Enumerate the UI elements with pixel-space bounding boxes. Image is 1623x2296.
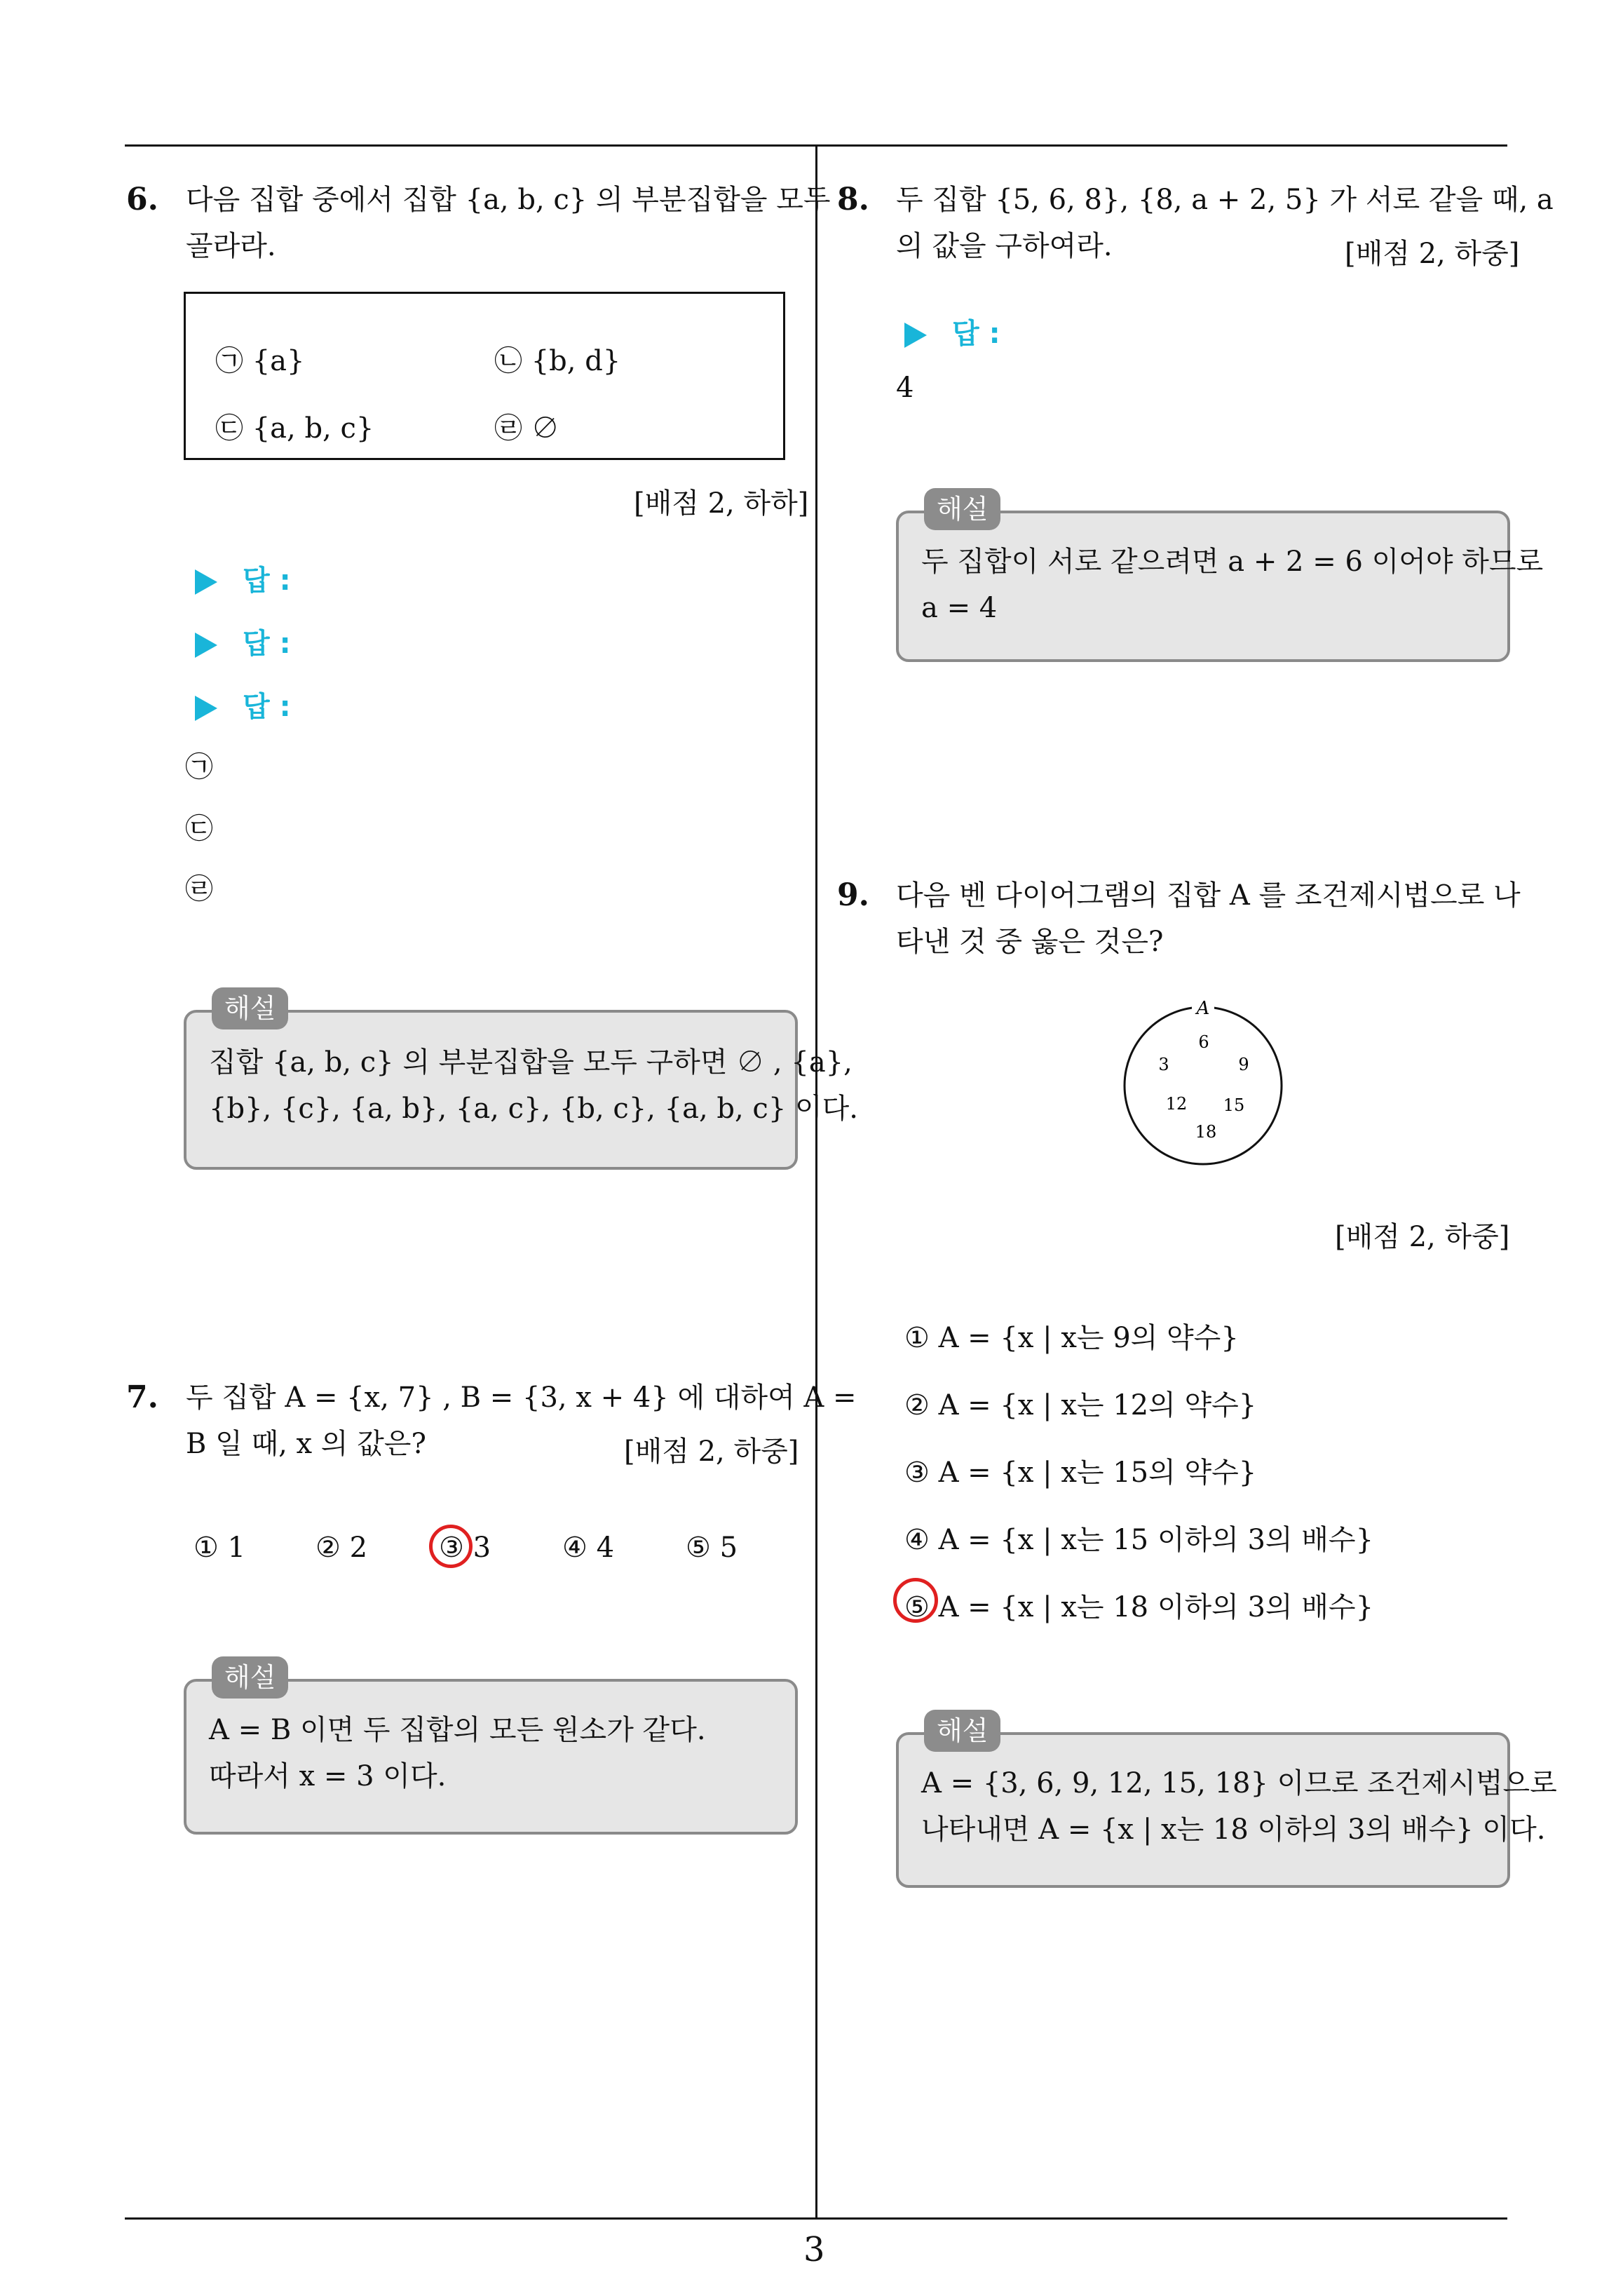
answer-label: 답 : <box>243 565 291 597</box>
page-number: 3 <box>803 2230 825 2269</box>
explanation-tag: 해설 <box>212 987 288 1029</box>
venn-diagram <box>1119 996 1287 1171</box>
explanation-box <box>184 1010 858 1170</box>
explanation-line: 나타내면 A = {x | x는 18 이하의 3의 배수} 이다. <box>921 1814 1546 1846</box>
triangle-icon <box>195 633 217 658</box>
selected-answer-mark <box>893 1578 938 1623</box>
triangle-icon <box>195 696 217 721</box>
option-1[interactable]: ① 1 <box>193 1532 246 1564</box>
answer-row <box>195 621 291 661</box>
option-5[interactable]: ⑤ A = {x | x는 18 이하의 3의 배수} <box>904 1591 1374 1623</box>
answer-value: ㉠ <box>185 751 213 783</box>
choice-item: ㉠ {a} <box>215 345 305 377</box>
choices-box <box>184 292 785 460</box>
question-text-line2: B 일 때, x 의 값은? <box>186 1428 426 1460</box>
question-number: 6. <box>126 182 158 217</box>
explanation-line: a = 4 <box>921 592 998 624</box>
choice-item: ㉡ {b, d} <box>494 345 621 377</box>
answer-row <box>195 558 291 598</box>
score-label: [배점 2, 하중] <box>624 1436 799 1468</box>
answer-row <box>904 311 1000 351</box>
explanation-tag: 해설 <box>924 488 1000 530</box>
explanation-line: 두 집합이 서로 같으려면 a + 2 = 6 이어야 하므로 <box>921 546 1544 578</box>
explanation-line: A = {3, 6, 9, 12, 15, 18} 이므로 조건제시법으로 <box>921 1767 1557 1799</box>
choice-item: ㉣ ∅ <box>494 412 559 445</box>
option-2[interactable]: ② A = {x | x는 12의 약수} <box>904 1389 1257 1422</box>
explanation-tag: 해설 <box>212 1656 288 1699</box>
answer-label: 답 : <box>243 691 291 723</box>
answer-value: 4 <box>896 372 914 404</box>
option-4[interactable]: ④ A = {x | x는 15 이하의 3의 배수} <box>904 1524 1374 1556</box>
venn-element: 12 <box>1165 1094 1188 1114</box>
explanation-tag: 해설 <box>924 1710 1000 1752</box>
question-text-line2: 의 값을 구하여라. <box>896 230 1113 262</box>
question-number: 7. <box>126 1379 158 1415</box>
triangle-icon <box>904 323 927 348</box>
venn-element: 9 <box>1238 1055 1249 1074</box>
explanation-line: 집합 {a, b, c} 의 부분집합을 모두 구하면 ∅ , {a}, <box>209 1046 853 1079</box>
answer-label: 답 : <box>243 628 291 660</box>
answer-value: ㉣ <box>185 873 213 905</box>
question-number: 9. <box>837 877 869 913</box>
explanation-box <box>896 511 1544 662</box>
explanation-line: A = B 이면 두 집합의 모든 원소가 같다. <box>209 1714 706 1746</box>
score-label: [배점 2, 하중] <box>1335 1221 1510 1253</box>
venn-element: 6 <box>1198 1032 1209 1052</box>
answer-row <box>195 684 291 724</box>
venn-element: 3 <box>1158 1055 1169 1074</box>
option-3[interactable]: ③ A = {x | x는 15의 약수} <box>904 1457 1257 1489</box>
venn-element: 18 <box>1195 1122 1217 1142</box>
answer-label: 답 : <box>952 318 1000 350</box>
explanation-box <box>184 1679 798 1835</box>
explanation-box <box>896 1732 1557 1888</box>
explanation-line: 따라서 x = 3 이다. <box>209 1760 447 1792</box>
question-text-line1: 다음 벤 다이어그램의 집합 A 를 조건제시법으로 나 <box>896 879 1521 912</box>
venn-set-label: A <box>1196 998 1210 1019</box>
column-divider <box>815 144 817 2219</box>
question-text-line1: 두 집합 A = {x, 7} , B = {3, x + 4} 에 대하여 A = <box>186 1382 857 1414</box>
triangle-icon <box>195 569 217 595</box>
selected-answer-mark <box>429 1525 473 1568</box>
option-4[interactable]: ④ 4 <box>562 1532 615 1564</box>
bottom-rule <box>125 2217 1507 2220</box>
question-number: 8. <box>837 182 869 217</box>
option-3[interactable]: ③ 3 <box>439 1532 491 1564</box>
explanation-line: {b}, {c}, {a, b}, {a, c}, {b, c}, {a, b, c} 이다. <box>209 1093 858 1125</box>
option-1[interactable]: ① A = {x | x는 9의 약수} <box>904 1322 1239 1354</box>
choice-item: ㉢ {a, b, c} <box>215 412 374 445</box>
question-text-line1: 다음 집합 중에서 집합 {a, b, c} 의 부분집합을 모두 <box>186 184 831 216</box>
option-2[interactable]: ② 2 <box>315 1532 368 1564</box>
score-label: [배점 2, 하하] <box>634 487 809 520</box>
score-label: [배점 2, 하중] <box>1345 238 1520 270</box>
answer-value: ㉢ <box>185 813 213 845</box>
question-text-line1: 두 집합 {5, 6, 8}, {8, a + 2, 5} 가 서로 같을 때, a <box>896 184 1554 216</box>
question-text-line2: 골라라. <box>186 230 276 262</box>
venn-element: 15 <box>1223 1095 1245 1115</box>
option-5[interactable]: ⑤ 5 <box>686 1532 738 1564</box>
question-text-line2: 타낸 것 중 옳은 것은? <box>896 926 1164 958</box>
